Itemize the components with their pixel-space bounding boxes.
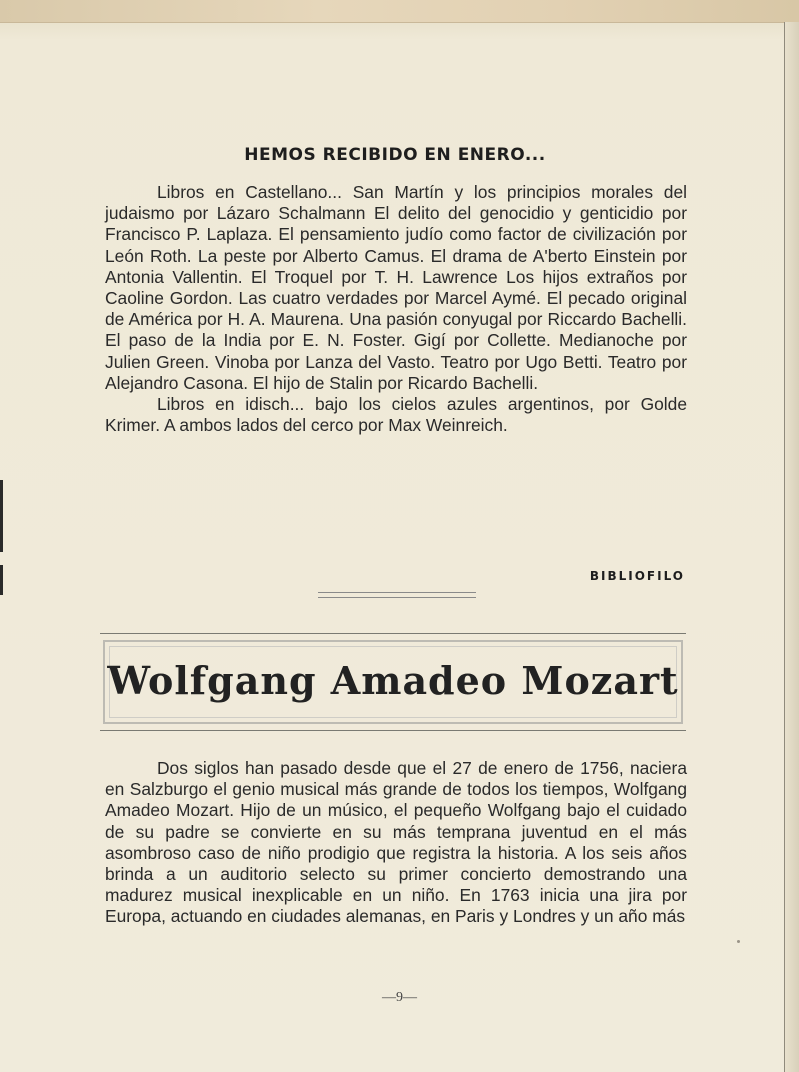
author-signature: BIBLIOFILO [589,569,685,583]
section-divider [318,592,476,598]
margin-mark [0,480,3,552]
margin-mark [0,565,3,595]
page-right-edge [784,22,799,1072]
paper-speck [737,940,740,943]
title-rule [100,633,686,634]
page-top-edge [0,0,799,23]
page-number: —9— [382,990,417,1005]
title-rule [100,730,686,731]
article-title: Wolfgang Amadeo Mozart [107,658,679,703]
paragraph: Libros en idisch... bajo los cielos azules argentinos, por Golde Krimer. A ambos lados del cerco por Max Weinreich. [105,394,687,436]
paragraph: Dos siglos han pasado desde que el 27 de enero de 1756, naciera en Salzburgo el genio musical más grande de todos los tiempos, Wolfgang Amadeo Mozart. Hijo de un músico, el pequeño Wolfgang bajo el cuidado de su padre se convierte en su más temprana juventud en el más asombroso caso de niño prodigio que registra la historia. A los seis años brinda a un auditorio selecto su primer concierto demostrando una madurez musical inexplicable en un niño. En 1763 inicia una jira por Europa, actuando en ciudades alemanas, en Paris y Londres y un año más [105,758,687,927]
mozart-article-text [105,758,687,928]
books-received-text [105,182,687,436]
paragraph: Libros en Castellano... San Martín y los principios morales del judaismo por Lázaro Schalmann El delito del genocidio y genticidio por Francisco P. Laplaza. El pensamiento judío como factor de civilización por León Roth. La peste por Alberto Camus. El drama de A'berto Einstein por Antonia Vallentin. El Troquel por T. H. Lawrence Los hijos extraños por Caoline Gordon. Las cuatro verdades por Marcel Aymé. El pecado original de América por H. A. Maurena. Una pasión conyugal por Riccardo Bachelli. El paso de la India por E. N. Foster. Gigí por Collette. Medianoche por Julien Green. Vinoba por Lanza del Vasto. Teatro por Ugo Betti. Teatro por Alejandro Casona. El hijo de Stalin por Ricardo Bachelli. [105,182,687,393]
section-heading: HEMOS RECIBIDO EN ENERO... [244,145,546,165]
